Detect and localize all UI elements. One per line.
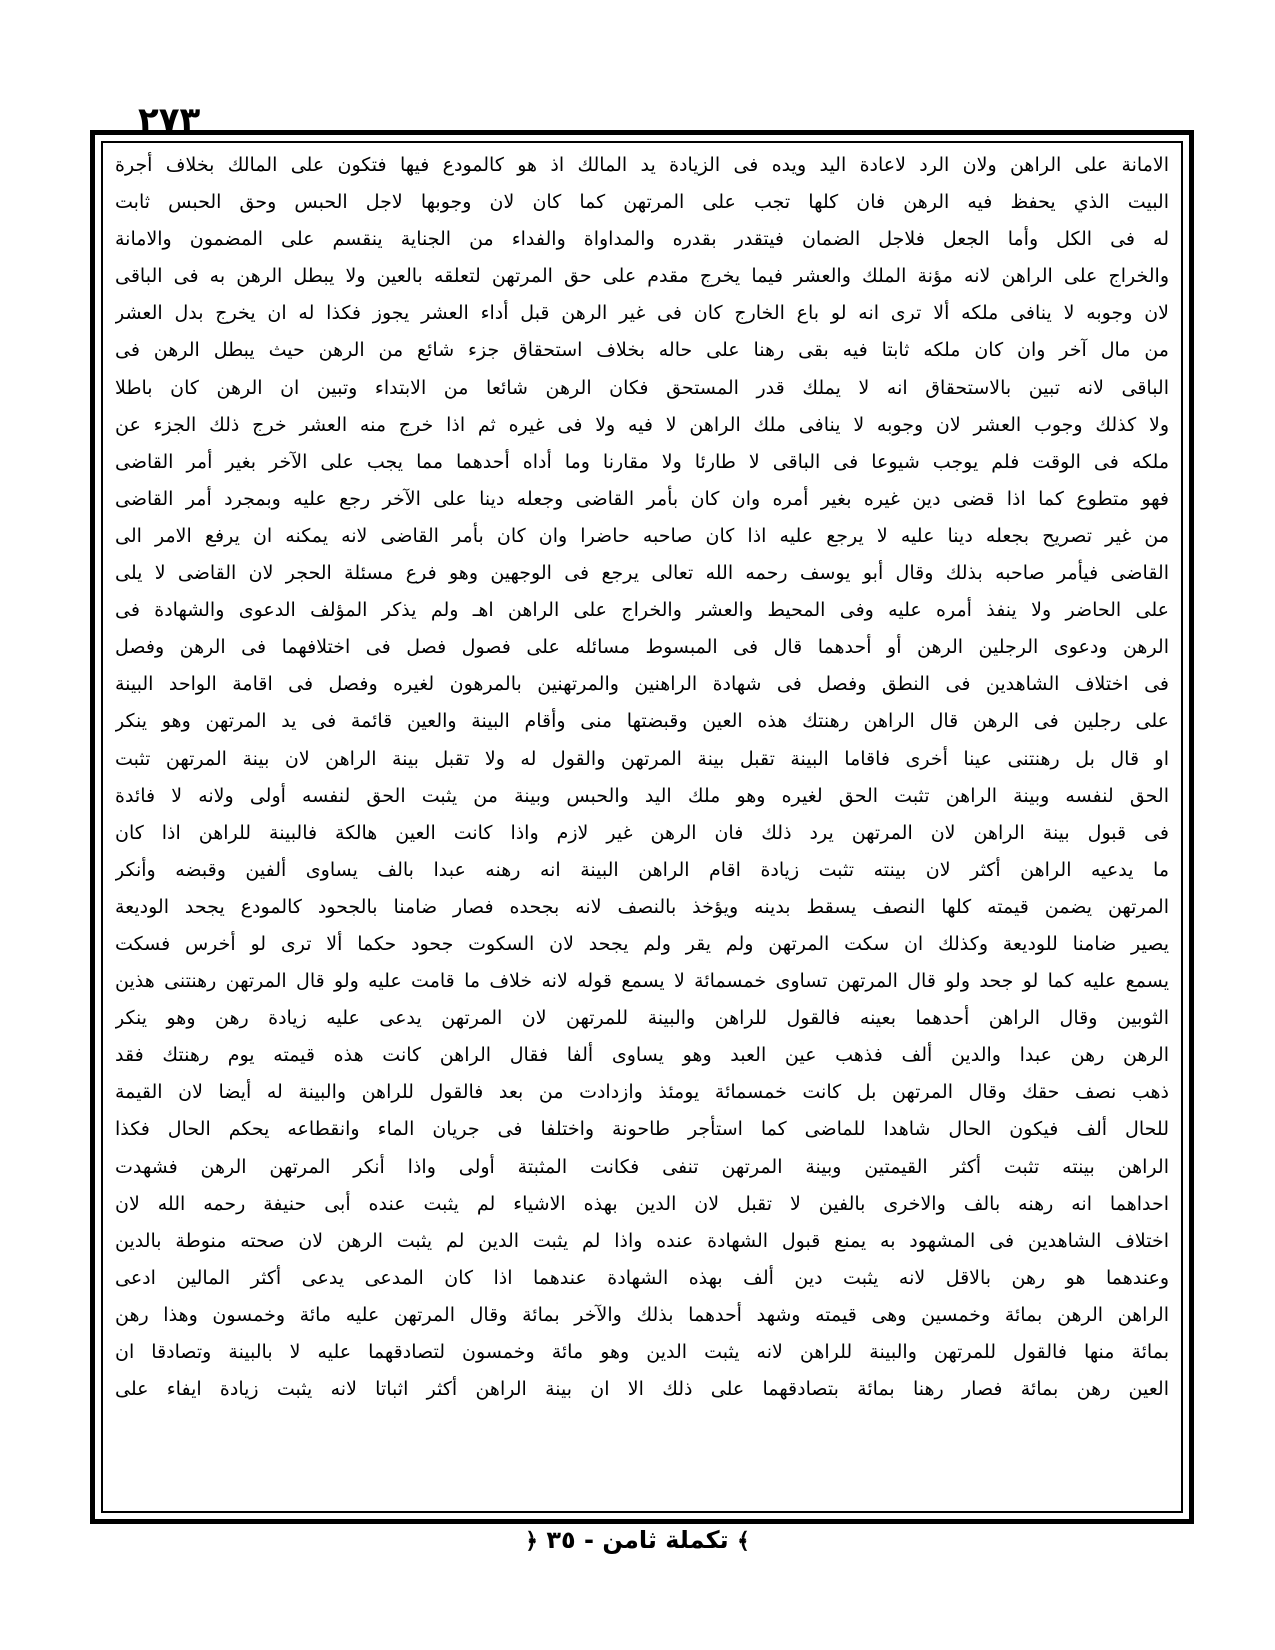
text-line: المرتهن يضمن قيمته كلها النصف يسقط بدينه ويؤخذ بالنصف لانه بجحده فصار ضامنا بالجحود كالمودع يجحد الوديعة [115, 895, 1169, 918]
text-line: الراهن بينته تثبت أكثر القيمتين وبينة المرتهن تنفى فكانت المثبتة أولى واذا أنكر المرتهن الرهن فشهدت [115, 1155, 1169, 1178]
text-line: ذهب نصف حقك وقال المرتهن بل كانت خمسمائة يومئذ وازدادت من بعد فالقول للراهن والبينة له أيضا لان القيمة [115, 1081, 1169, 1104]
footer-number: ٣٥ [546, 1526, 576, 1554]
page-border [90, 130, 1194, 1524]
text-line: اختلاف الشاهدين فى المشهود به يمنع قبول الشهادة عنده واذا لم يثبت الدين لم يثبت الرهن لان صحته منوطة بالدين [115, 1229, 1169, 1252]
text-line: له فى الكل وأما الجعل فلاجل الضمان فيتقدر بقدره والمداواة والفداء من الجناية ينقسم على المضمون والامانة [115, 228, 1169, 251]
text-line: العين رهن بمائة فصار رهنا بمائة بتصادقهما على ذلك الا ان بينة الراهن أكثر اثباتا لانه يثبت زيادة ايفاء على [115, 1378, 1169, 1401]
text-line: فى اختلاف الشاهدين فى النطق وفصل فى شهادة الراهنين والمرتهنين بالمرهون لغيره وفصل فى اقامة الواحد البينة [115, 673, 1169, 696]
text-line: على الحاضر ولا ينفذ أمره عليه وفى المحيط والعشر والخراج على الراهن اهـ ولم يذكر المؤلف الدعوى والشهادة فى [115, 599, 1169, 622]
text-line: احداهما انه رهنه بالف والاخرى بالفين لا تقبل لان الدين بهذه الاشياء لم يثبت عنده أبى حنيفة رحمه الله لان [115, 1192, 1169, 1215]
text-line: يصير ضامنا للوديعة وكذلك ان سكت المرتهن ولم يقر ولم يجحد لان السكوت جحود حكما ألا ترى لو أخرس فسكت [115, 932, 1169, 955]
footer-right-brace: ﴾ [736, 1529, 750, 1554]
footer-signature [0, 1526, 1275, 1554]
text-line: والخراج على الراهن لانه مؤنة الملك والعشر فيما يخرج مقدم على حق المرتهن لتعلقه بالعين ولا يبطل الرهن به فى الباقى [115, 265, 1169, 288]
text-line: فى قبول بينة الراهن لان المرتهن يرد ذلك فان الرهن غير لازم واذا كانت العين هالكة فالبينة للراهن اذا كان [115, 821, 1169, 844]
text-line: يسمع عليه كما لو جحد ولو قال المرتهن تساوى خمسمائة لا يسمع قوله لانه خلاف ما قامت عليه ولو قال المرتهن رهنتنى هذين [115, 970, 1169, 993]
text-line: من غير تصريح بجعله دينا عليه لا يرجع عليه اذا كان صاحبه حاضرا وان كان بأمر القاضى لانه يمكنه ان يرفع الامر الى [115, 524, 1169, 547]
text-line: فهو متطوع كما اذا قضى دين غيره بغير أمره وان كان بأمر القاضى وجعله دينا على الآخر رجع عليه وبمجرد أمر القاضى [115, 487, 1169, 510]
footer-dash: - [584, 1526, 594, 1554]
text-line: الثوبين وقال الراهن أحدهما بعينه فالقول للراهن والبينة للمرتهن لان المرتهن يدعى عليه زيادة رهن وهو ينكر [115, 1007, 1169, 1030]
text-line: او قال بل رهنتنى عينا أخرى فاقاما البينة تقبل بينة المرتهن والقول له ولا تقبل بينة الراهن لان بينة المرتهن تثبت [115, 747, 1169, 770]
text-line: الباقى لانه تبين بالاستحقاق انه لا يملك قدر المستحق فكان الرهن شائعا من الابتداء وتبين ان الرهن كان باطلا [115, 376, 1169, 399]
text-line: الرهن رهن عبدا والدين ألف فذهب عين العبد وهو يساوى ألفا فقال الراهن كانت هذه قيمته يوم رهنتك فقد [115, 1044, 1169, 1067]
text-line: ولا كذلك وجوب العشر لان وجوبه لا ينافى ملك الراهن لا فيه ولا فى غيره ثم اذا خرج منه العشر خرج ذلك الجزء عن [115, 413, 1169, 436]
text-line: ملكه فى الوقت فلم يوجب شيوعا فى الباقى لا طارئا ولا مقارنا وما أداه أحدهما مما يجب على الآخر بغير أمر القاضى [115, 450, 1169, 473]
text-line: بمائة منها فالقول للمرتهن والبينة للراهن لانه يثبت الدين وهو مائة وخمسون لتصادقهما عليه لا بالبينة وتصادقا ان [115, 1341, 1169, 1363]
text-line: من مال آخر وان كان ملكه ثابتا فيه بقى رهنا على حاله بخلاف استحقاق جزء شائع من الرهن حيث يبطل الرهن فى [115, 339, 1169, 362]
text-frame [101, 141, 1183, 1513]
text-line: وعندهما هو رهن بالاقل لانه يثبت دين ألف بهذه الشهادة عندهما اذا كان المدعى يدعى أكثر المالين ادعى [115, 1266, 1169, 1289]
body-text [115, 147, 1169, 1408]
text-line: ما يدعيه الراهن أكثر لان بينته تثبت زيادة اقام الراهن البينة انه رهنه عبدا بالف يساوى ألفين وقبضه وأنكر [115, 858, 1169, 881]
text-line: الرهن ودعوى الرجلين الرهن أو أحدهما قال فى المبسوط مسائله على فصول فصل فى اختلافهما فى الرهن وفصل [115, 636, 1169, 659]
page-number: ٢٧٣ [138, 100, 201, 140]
text-line: القاضى فيأمر صاحبه بذلك وقال أبو يوسف رحمه الله تعالى يرجع فى الوجهين وهو فرع مسئلة الحجر لان القاضى لا يلى [115, 562, 1169, 585]
text-line: الحق لنفسه وبينة الراهن تثبت الحق لغيره وهو ملك اليد والحبس وبينة من يثبت الحق لنفسه أولى ولانه لا فائدة [115, 784, 1169, 807]
text-line: الراهن الرهن بمائة وخمسين وهى قيمته وشهد أحدهما بذلك والآخر بمائة وقال المرتهن عليه مائة وخمسون وهذا رهن [115, 1303, 1169, 1326]
text-line: على رجلين فى الرهن قال الراهن رهنتك هذه العين وقبضتها منى وأقام البينة والعين قائمة فى يد المرتهن وهو ينكر [115, 710, 1169, 733]
text-line: لان وجوبه لا ينافى ملكه ألا ترى انه لو باع الخارج كان فى غير الرهن قبل أداء العشر يجوز فكذا له ان يخرج بدل العشر [115, 302, 1169, 325]
text-line: البيت الذي يحفظ فيه الرهن فان كلها تجب على المرتهن كما كان لان وجوبها لاجل الحبس وحق الحبس ثابت [115, 191, 1169, 214]
text-line: الامانة على الراهن ولان الرد لاعادة اليد ويده فى الزيادة يد المالك اذ هو كالمودع فيها فتكون على المالك بخلاف أجرة [115, 154, 1169, 176]
footer-label: تكملة ثامن [602, 1526, 729, 1554]
text-line: للحال ألف فيكون الحال شاهدا للماضى كما استأجر طاحونة واختلفا فى جريان الماء وانقطاعه يحكم الحال فكذا [115, 1118, 1169, 1141]
footer-left-brace: ﴿ [525, 1529, 539, 1554]
